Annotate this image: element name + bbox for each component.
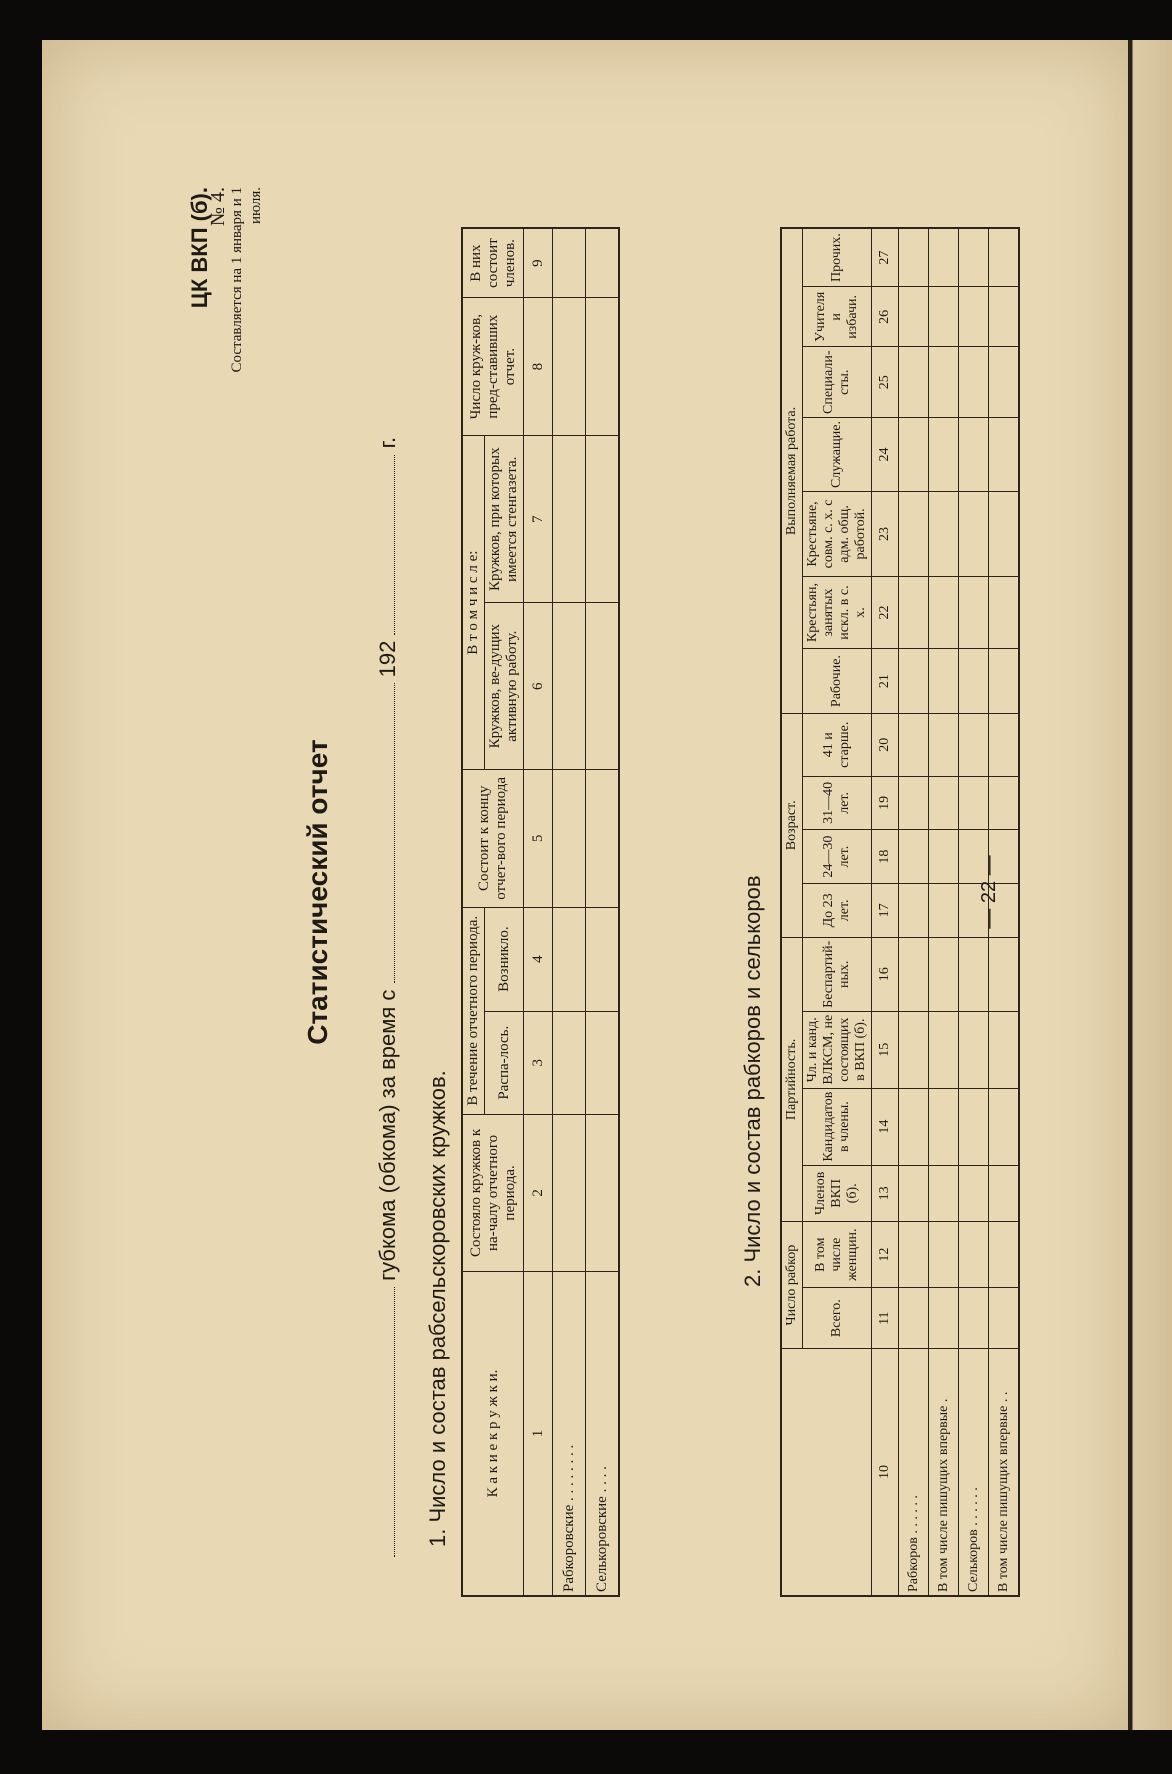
blank-cell[interactable]	[586, 770, 620, 907]
col-incl: В т о м ч и с л е:	[462, 436, 485, 770]
col-end: Состоит к концу отчет-вого периода	[462, 770, 524, 907]
col-number: 7	[524, 436, 553, 603]
col-header: В том числе женщин.	[803, 1222, 872, 1288]
table-row	[899, 228, 929, 1596]
blank-cell[interactable]	[899, 1088, 929, 1165]
blank-cell[interactable]	[929, 492, 959, 577]
col-number: 19	[872, 776, 899, 830]
blank-cell[interactable]	[553, 298, 586, 436]
blank-cell[interactable]	[929, 287, 959, 347]
table-row	[929, 228, 959, 1596]
subtitle-text: губкома (обкома) за время с	[375, 989, 400, 1281]
col-number: 15	[872, 1011, 899, 1088]
row-label: Селькоров . . . . . .	[959, 1349, 989, 1596]
blank-cell[interactable]	[899, 1011, 929, 1088]
col-header: Специали-сты.	[803, 347, 872, 418]
col-members: В них состоит членов.	[462, 228, 524, 298]
col-number: 20	[872, 713, 899, 776]
col-reported: Число круж-ков, пред-ставивших отчет.	[462, 298, 524, 436]
table-row	[553, 228, 586, 1596]
col-number: 1	[524, 1271, 553, 1596]
blank-cell[interactable]	[929, 576, 959, 648]
blank-cell[interactable]	[899, 287, 929, 347]
col-number: 9	[524, 228, 553, 298]
blank-cell[interactable]	[586, 603, 620, 770]
blank-cell[interactable]	[929, 418, 959, 492]
col-header: 24—30 лет.	[803, 830, 872, 884]
col-header: 41 и старше.	[803, 713, 872, 776]
blank-cell[interactable]	[553, 1114, 586, 1271]
row-label: Рабкоров . . . . . .	[899, 1349, 929, 1596]
blank-cell[interactable]	[586, 436, 620, 603]
group-work: Выполняемая работа.	[781, 228, 803, 713]
blank-cell[interactable]	[929, 1288, 959, 1349]
blank-cell[interactable]	[899, 776, 929, 830]
col-number: 21	[872, 649, 899, 714]
blank-cell[interactable]	[899, 649, 929, 714]
col-number: 12	[872, 1222, 899, 1288]
blank-cell[interactable]	[553, 907, 586, 1011]
section1-title: 1. Число и состав рабсельскоровских кружков.	[425, 1070, 450, 1547]
col-number: 26	[872, 287, 899, 347]
col-header: 31—40 лет.	[803, 776, 872, 830]
blank-cell[interactable]	[553, 603, 586, 770]
col-number: 25	[872, 347, 899, 418]
blank-cell[interactable]	[553, 228, 586, 298]
group-count: Число рабкор	[781, 1222, 803, 1349]
blank-cell[interactable]	[553, 1011, 586, 1114]
col-emerged: Возникло.	[485, 907, 524, 1011]
col-during: В течение отчетного периода.	[462, 907, 485, 1114]
blank-cell[interactable]	[929, 649, 959, 714]
col-header: Кандидатов в члены.	[803, 1088, 872, 1165]
form-header	[187, 187, 266, 407]
section2-title: 2. Число и состав рабкоров и селькоров	[740, 875, 765, 1287]
blank-cell[interactable]	[929, 883, 959, 937]
blank-cell[interactable]	[929, 1088, 959, 1165]
circles-table	[461, 227, 620, 1597]
org-name: ЦК ВКП (б).	[187, 187, 212, 309]
subtitle-year: 192	[375, 640, 400, 678]
blank-cell[interactable]	[553, 770, 586, 907]
col-kind: К а к и е к р у ж к и.	[462, 1271, 524, 1596]
form-note: Составляется на 1 января и 1 июля.	[229, 187, 264, 373]
blank-cell[interactable]	[586, 1011, 620, 1114]
col-header: Всего.	[803, 1288, 872, 1349]
col-header: Прочих.	[803, 228, 872, 287]
report-period-line	[375, 197, 400, 1557]
col-number: 17	[872, 883, 899, 937]
blank-cell[interactable]	[899, 1165, 929, 1222]
row-label: Селькоровские . . . .	[586, 1271, 620, 1596]
col-wallpaper: Кружков, при которых имеется стенгазета.	[485, 436, 524, 603]
blank-cell[interactable]	[586, 1114, 620, 1271]
blank-cell[interactable]	[929, 937, 959, 1011]
col-header: Крестьяне, совм. с. х. с адм. общ. работой.	[803, 492, 872, 577]
blank-cell[interactable]	[899, 1222, 929, 1288]
blank-cell[interactable]	[553, 436, 586, 603]
column-number-row	[524, 228, 553, 1596]
col-header: Служащие.	[803, 418, 872, 492]
blank-cell[interactable]	[929, 1011, 959, 1088]
col-number: 13	[872, 1165, 899, 1222]
col-number: 22	[872, 576, 899, 648]
col-active: Кружков, ве-дущих активную работу.	[485, 603, 524, 770]
blank-cell[interactable]	[929, 776, 959, 830]
blank-cell[interactable]	[586, 228, 620, 298]
row-label: В том числе пишущих впервые . .	[989, 1349, 1020, 1596]
page-number: — 22 —	[978, 855, 1000, 929]
blank-field	[394, 683, 395, 983]
col-header: Учителя и избачи.	[803, 287, 872, 347]
group-age: Возраст.	[781, 713, 803, 937]
blank-cell[interactable]	[586, 298, 620, 436]
col-number: 5	[524, 770, 553, 907]
col-number: 3	[524, 1011, 553, 1114]
column-number-row	[872, 228, 899, 1596]
page-title: Статистический отчет	[302, 739, 333, 1045]
blank-cell[interactable]	[899, 830, 929, 884]
col-number: 24	[872, 418, 899, 492]
book-spine	[1128, 40, 1172, 1730]
col-header: Крестьян, занятых искл. в с. х.	[803, 576, 872, 648]
blank-cell[interactable]	[899, 576, 929, 648]
blank-cell[interactable]	[929, 228, 959, 287]
col-number: 11	[872, 1288, 899, 1349]
col-header: Беспартий-ных.	[803, 937, 872, 1011]
blank-cell[interactable]	[899, 228, 929, 287]
blank-cell[interactable]	[929, 1165, 959, 1222]
blank-cell[interactable]	[929, 713, 959, 776]
col-number: 14	[872, 1088, 899, 1165]
blank-cell[interactable]	[586, 907, 620, 1011]
blank-cell[interactable]	[929, 347, 959, 418]
col-dissolved: Распа-лось.	[485, 1011, 524, 1114]
corner-cell	[781, 1349, 872, 1596]
blank-cell[interactable]	[899, 937, 929, 1011]
subtitle-g: г.	[375, 436, 400, 449]
col-number: 23	[872, 492, 899, 577]
blank-cell[interactable]	[929, 1222, 959, 1288]
col-number: 16	[872, 937, 899, 1011]
blank-cell[interactable]	[899, 492, 929, 577]
blank-field	[394, 455, 395, 635]
row-label: В том числе пишущих впервые .	[929, 1349, 959, 1596]
blank-cell[interactable]	[899, 883, 929, 937]
col-start: Состояло кружков к на-чалу отчетного периода.	[462, 1114, 524, 1271]
col-number: 18	[872, 830, 899, 884]
col-header: Рабочие.	[803, 649, 872, 714]
col-number: 6	[524, 603, 553, 770]
col-header: Членов ВКП (б).	[803, 1165, 872, 1222]
col-number: 10	[872, 1349, 899, 1596]
table-row	[586, 228, 620, 1596]
form-number: № 4.	[207, 187, 229, 227]
blank-cell[interactable]	[899, 1288, 929, 1349]
blank-field	[394, 1287, 395, 1557]
blank-cell[interactable]	[899, 347, 929, 418]
col-number: 2	[524, 1114, 553, 1271]
col-number: 8	[524, 298, 553, 436]
blank-cell[interactable]	[899, 713, 929, 776]
col-header: Чл. и канд. ВЛКСМ, не состоящих в ВКП (б).	[803, 1011, 872, 1088]
group-party: Партийность.	[781, 937, 803, 1221]
col-number: 27	[872, 228, 899, 287]
rotated-form-sheet	[187, 187, 1011, 1597]
col-header: До 23 лет.	[803, 883, 872, 937]
blank-cell[interactable]	[899, 418, 929, 492]
blank-cell[interactable]	[929, 830, 959, 884]
row-label: Рабкоровские . . . . . . . .	[553, 1271, 586, 1596]
col-number: 4	[524, 907, 553, 1011]
